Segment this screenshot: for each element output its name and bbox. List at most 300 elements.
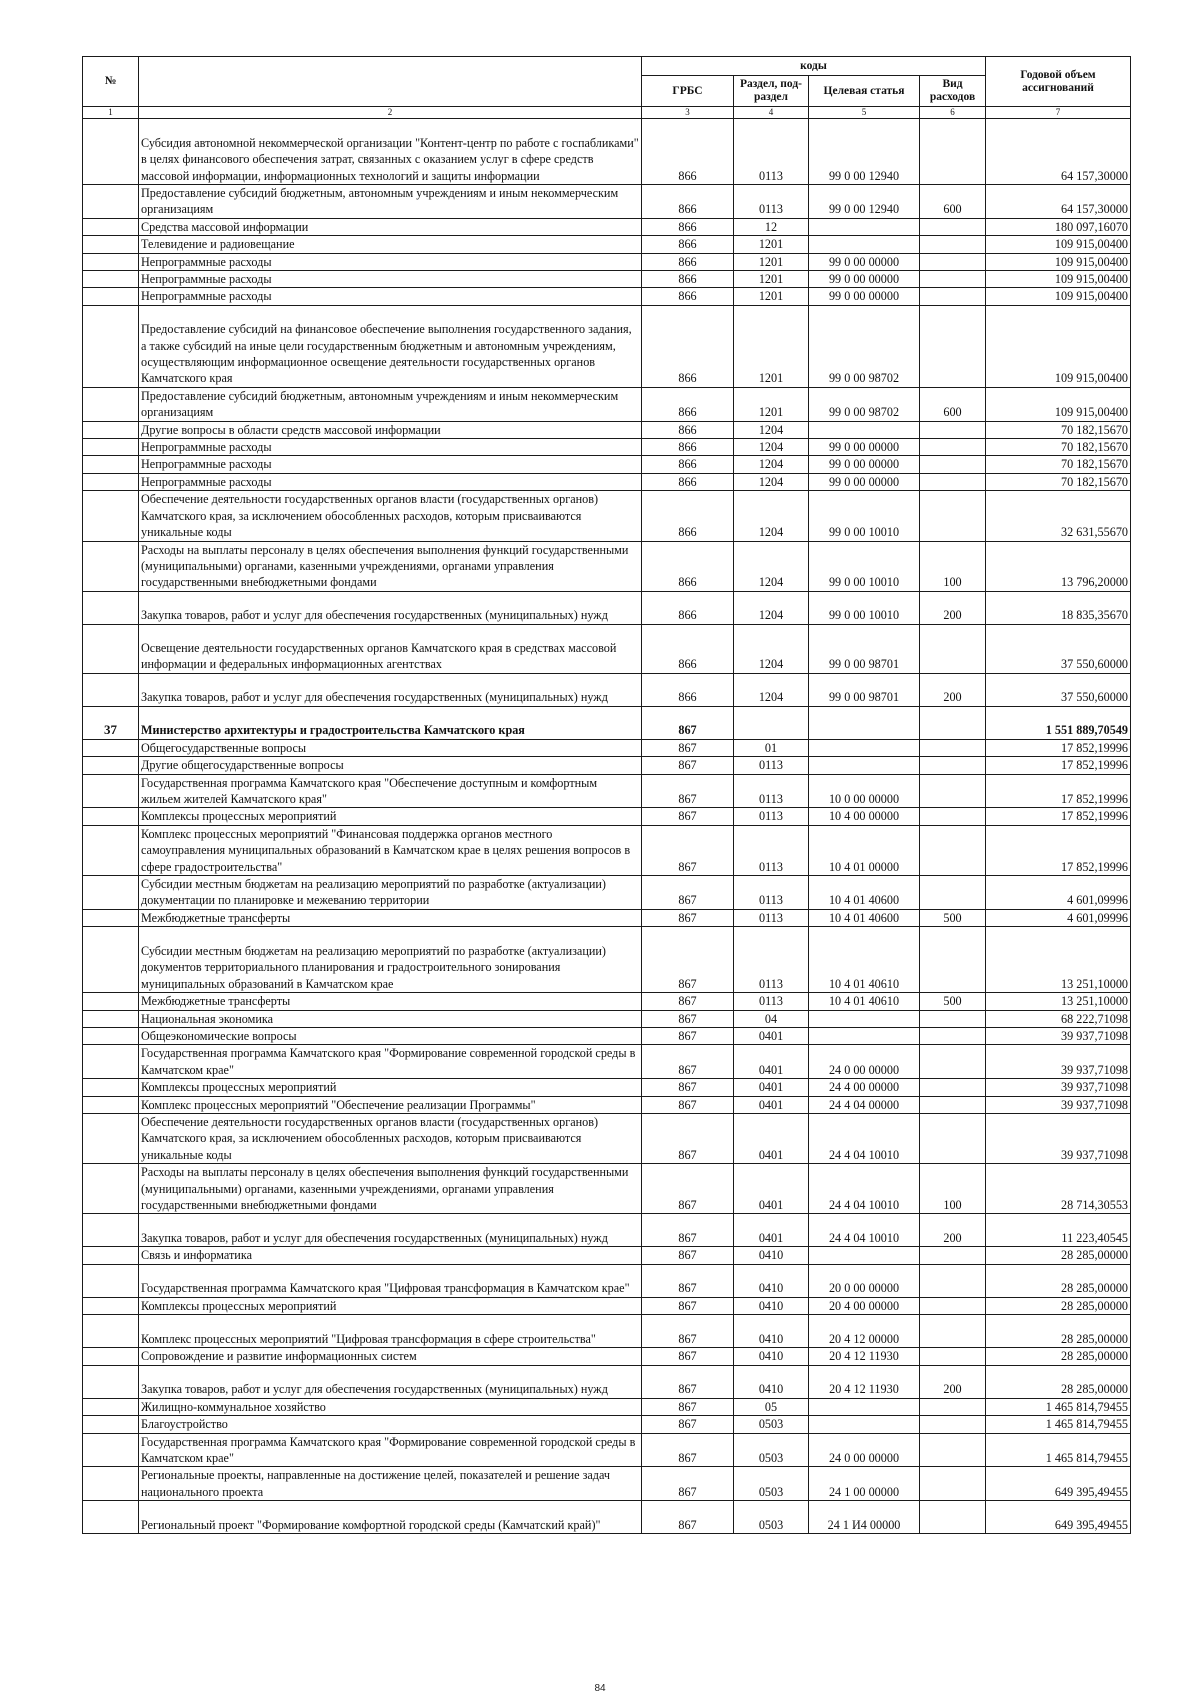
row-razdel: 1201 — [734, 288, 809, 305]
row-sum: 70 182,15670 — [986, 473, 1131, 490]
row-number — [83, 1045, 139, 1079]
row-vid: 500 — [920, 993, 986, 1010]
header-codes: коды — [642, 57, 986, 76]
row-vid — [920, 1433, 986, 1467]
row-name: Закупка товаров, работ и услуг для обеспечения государственных (муниципальных) нужд — [139, 1214, 642, 1247]
row-celevaya — [809, 218, 920, 235]
row-name: Средства массовой информации — [139, 218, 642, 235]
row-celevaya: 24 0 00 00000 — [809, 1045, 920, 1079]
row-vid — [920, 927, 986, 993]
row-grbs: 867 — [642, 1467, 734, 1501]
table-row — [83, 185, 1131, 219]
row-celevaya: 10 0 00 00000 — [809, 774, 920, 808]
row-name: Региональный проект "Формирование комфортной городской среды (Камчатский край)" — [139, 1501, 642, 1534]
row-number — [83, 1365, 139, 1398]
row-vid — [920, 739, 986, 756]
row-sum: 68 222,71098 — [986, 1010, 1131, 1027]
row-vid — [920, 1297, 986, 1314]
table-row — [83, 1045, 1131, 1079]
table-row — [83, 1247, 1131, 1264]
row-celevaya: 99 0 00 10010 — [809, 491, 920, 541]
row-grbs: 867 — [642, 1416, 734, 1433]
row-grbs: 866 — [642, 119, 734, 185]
row-razdel: 0410 — [734, 1365, 809, 1398]
row-razdel: 0113 — [734, 757, 809, 774]
row-vid — [920, 305, 986, 387]
row-grbs: 866 — [642, 439, 734, 456]
table-row — [83, 456, 1131, 473]
table-row — [83, 439, 1131, 456]
row-vid — [920, 808, 986, 825]
row-grbs: 867 — [642, 1315, 734, 1348]
row-grbs: 867 — [642, 1079, 734, 1096]
table-row — [83, 1501, 1131, 1534]
row-razdel: 1201 — [734, 387, 809, 421]
row-celevaya: 99 0 00 10010 — [809, 591, 920, 624]
row-sum: 39 937,71098 — [986, 1114, 1131, 1164]
header-no: № — [83, 57, 139, 107]
row-grbs: 866 — [642, 456, 734, 473]
table-row — [83, 927, 1131, 993]
row-grbs: 866 — [642, 591, 734, 624]
row-razdel: 1201 — [734, 271, 809, 288]
row-sum: 17 852,19996 — [986, 825, 1131, 875]
row-sum: 13 796,20000 — [986, 541, 1131, 591]
row-razdel: 0401 — [734, 1096, 809, 1113]
row-celevaya — [809, 1028, 920, 1045]
row-razdel: 0113 — [734, 119, 809, 185]
row-celevaya: 10 4 01 00000 — [809, 825, 920, 875]
table-row — [83, 1297, 1131, 1314]
row-celevaya: 99 0 00 98702 — [809, 305, 920, 387]
row-razdel: 0113 — [734, 825, 809, 875]
row-razdel: 1204 — [734, 491, 809, 541]
row-grbs: 867 — [642, 1348, 734, 1365]
row-grbs: 867 — [642, 1028, 734, 1045]
row-number — [83, 1079, 139, 1096]
row-number — [83, 875, 139, 909]
table-row — [83, 909, 1131, 926]
row-celevaya: 99 0 00 00000 — [809, 253, 920, 270]
row-number — [83, 993, 139, 1010]
row-vid — [920, 1264, 986, 1297]
row-name: Непрограммные расходы — [139, 439, 642, 456]
row-grbs: 866 — [642, 218, 734, 235]
row-grbs: 867 — [642, 927, 734, 993]
row-grbs: 867 — [642, 993, 734, 1010]
row-name: Закупка товаров, работ и услуг для обеспечения государственных (муниципальных) нужд — [139, 673, 642, 706]
row-grbs: 867 — [642, 1214, 734, 1247]
row-sum: 109 915,00400 — [986, 305, 1131, 387]
row-name: Комплексы процессных мероприятий — [139, 1079, 642, 1096]
row-celevaya — [809, 757, 920, 774]
row-number — [83, 1398, 139, 1415]
row-name: Сопровождение и развитие информационных систем — [139, 1348, 642, 1365]
row-celevaya: 24 4 00 00000 — [809, 1079, 920, 1096]
header-razdel: Раздел, под-раздел — [734, 76, 809, 107]
row-razdel: 0401 — [734, 1164, 809, 1214]
row-vid — [920, 1501, 986, 1534]
table-row — [83, 387, 1131, 421]
row-vid — [920, 1247, 986, 1264]
row-celevaya: 99 0 00 00000 — [809, 439, 920, 456]
row-name: Региональные проекты, направленные на достижение целей, показателей и решение задач национального проекта — [139, 1467, 642, 1501]
row-number — [83, 1433, 139, 1467]
table-row — [83, 1028, 1131, 1045]
row-name: Расходы на выплаты персоналу в целях обеспечения выполнения функций государственными (муниципальными) органами, казенными учреждениями, органами управления государственными внебюджетными фондами — [139, 1164, 642, 1214]
header-name — [139, 57, 642, 107]
row-vid — [920, 456, 986, 473]
row-vid: 100 — [920, 1164, 986, 1214]
row-sum: 28 285,00000 — [986, 1365, 1131, 1398]
row-name: Межбюджетные трансферты — [139, 993, 642, 1010]
row-name: Предоставление субсидий бюджетным, автономным учреждениям и иным некоммерческим организациям — [139, 185, 642, 219]
table-row — [83, 1365, 1131, 1398]
row-name: Благоустройство — [139, 1416, 642, 1433]
row-celevaya — [809, 1416, 920, 1433]
row-name: Комплекс процессных мероприятий "Обеспечение реализации Программы" — [139, 1096, 642, 1113]
row-celevaya: 99 0 00 98702 — [809, 387, 920, 421]
row-grbs: 867 — [642, 808, 734, 825]
row-grbs: 867 — [642, 1433, 734, 1467]
table-row — [83, 1398, 1131, 1415]
row-vid: 600 — [920, 185, 986, 219]
column-number: 4 — [734, 107, 809, 119]
row-sum: 13 251,10000 — [986, 927, 1131, 993]
row-celevaya: 99 0 00 00000 — [809, 271, 920, 288]
row-name: Жилищно-коммунальное хозяйство — [139, 1398, 642, 1415]
row-name: Связь и информатика — [139, 1247, 642, 1264]
row-celevaya: 10 4 01 40600 — [809, 875, 920, 909]
row-razdel: 1201 — [734, 305, 809, 387]
row-grbs: 867 — [642, 739, 734, 756]
table-row — [83, 591, 1131, 624]
row-celevaya: 99 0 00 00000 — [809, 456, 920, 473]
row-name: Государственная программа Камчатского края "Обеспечение доступным и комфортным жильем жителей Камчатского края" — [139, 774, 642, 808]
row-sum: 649 395,49455 — [986, 1467, 1131, 1501]
table-row — [83, 1164, 1131, 1214]
row-grbs: 867 — [642, 825, 734, 875]
row-grbs: 866 — [642, 421, 734, 438]
row-vid: 100 — [920, 541, 986, 591]
row-sum: 649 395,49455 — [986, 1501, 1131, 1534]
row-grbs: 866 — [642, 288, 734, 305]
row-name: Субсидия автономной некоммерческой организации "Контент-центр по работе с госпабликами" в целях финансового обеспечения затрат, связанных с оказанием услуг в сфере средств массовой информации, информационных технологий и защиты информации — [139, 119, 642, 185]
row-name: Государственная программа Камчатского края "Формирование современной городской среды в Камчатском крае" — [139, 1045, 642, 1079]
row-grbs: 866 — [642, 236, 734, 253]
row-celevaya: 24 4 04 10010 — [809, 1114, 920, 1164]
row-vid — [920, 439, 986, 456]
row-celevaya: 99 0 00 12940 — [809, 185, 920, 219]
row-razdel: 0113 — [734, 185, 809, 219]
table-row — [83, 706, 1131, 739]
row-vid — [920, 1398, 986, 1415]
row-celevaya: 20 4 12 00000 — [809, 1315, 920, 1348]
header-volume: Годовой объем ассигнований — [986, 57, 1131, 107]
row-grbs: 866 — [642, 473, 734, 490]
row-name: Непрограммные расходы — [139, 456, 642, 473]
table-row — [83, 1096, 1131, 1113]
table-row — [83, 1416, 1131, 1433]
row-number — [83, 1416, 139, 1433]
row-number — [83, 927, 139, 993]
row-sum: 109 915,00400 — [986, 236, 1131, 253]
row-sum: 28 285,00000 — [986, 1264, 1131, 1297]
row-sum: 1 465 814,79455 — [986, 1398, 1131, 1415]
row-name: Комплекс процессных мероприятий "Цифровая трансформация в сфере строительства" — [139, 1315, 642, 1348]
row-sum: 13 251,10000 — [986, 993, 1131, 1010]
row-name: Предоставление субсидий на финансовое обеспечение выполнения государственного задания, а также субсидий на иные цели государственным бюджетным и автономным учреждениям, осуществляющим информационное освещение деятельности государственных органов Камчатского края — [139, 305, 642, 387]
row-sum: 39 937,71098 — [986, 1045, 1131, 1079]
row-grbs: 867 — [642, 1365, 734, 1398]
row-celevaya: 10 4 01 40610 — [809, 993, 920, 1010]
row-number — [83, 1096, 139, 1113]
row-celevaya: 20 4 12 11930 — [809, 1348, 920, 1365]
row-sum: 17 852,19996 — [986, 757, 1131, 774]
row-razdel: 05 — [734, 1398, 809, 1415]
row-grbs: 867 — [642, 1297, 734, 1314]
row-razdel — [734, 706, 809, 739]
row-vid — [920, 1028, 986, 1045]
table-row — [83, 288, 1131, 305]
row-vid — [920, 1010, 986, 1027]
row-number — [83, 1264, 139, 1297]
row-celevaya — [809, 1010, 920, 1027]
row-sum: 37 550,60000 — [986, 624, 1131, 673]
table-row — [83, 875, 1131, 909]
row-vid — [920, 706, 986, 739]
row-grbs: 866 — [642, 253, 734, 270]
row-razdel: 1204 — [734, 624, 809, 673]
row-vid — [920, 1096, 986, 1113]
row-sum: 28 285,00000 — [986, 1297, 1131, 1314]
row-number — [83, 757, 139, 774]
table-row — [83, 1214, 1131, 1247]
row-number — [83, 1315, 139, 1348]
row-celevaya: 10 4 00 00000 — [809, 808, 920, 825]
table-row — [83, 1264, 1131, 1297]
table-row — [83, 673, 1131, 706]
row-sum: 180 097,16070 — [986, 218, 1131, 235]
row-razdel: 0113 — [734, 993, 809, 1010]
table-row — [83, 774, 1131, 808]
budget-table — [82, 56, 1131, 1534]
row-grbs: 867 — [642, 1247, 734, 1264]
row-razdel: 0503 — [734, 1501, 809, 1534]
row-number — [83, 1214, 139, 1247]
row-celevaya: 24 1 И4 00000 — [809, 1501, 920, 1534]
row-grbs: 867 — [642, 1096, 734, 1113]
table-row — [83, 1114, 1131, 1164]
row-celevaya: 20 0 00 00000 — [809, 1264, 920, 1297]
row-vid — [920, 757, 986, 774]
row-razdel: 0113 — [734, 774, 809, 808]
row-name: Закупка товаров, работ и услуг для обеспечения государственных (муниципальных) нужд — [139, 1365, 642, 1398]
row-vid — [920, 473, 986, 490]
row-number — [83, 439, 139, 456]
row-sum: 109 915,00400 — [986, 271, 1131, 288]
row-number — [83, 624, 139, 673]
row-razdel: 0401 — [734, 1028, 809, 1045]
row-razdel: 1201 — [734, 253, 809, 270]
row-razdel: 1204 — [734, 591, 809, 624]
row-celevaya — [809, 739, 920, 756]
row-celevaya: 24 4 04 00000 — [809, 1096, 920, 1113]
row-vid: 500 — [920, 909, 986, 926]
row-number — [83, 774, 139, 808]
table-row — [83, 491, 1131, 541]
row-sum: 28 285,00000 — [986, 1315, 1131, 1348]
row-sum: 4 601,09996 — [986, 875, 1131, 909]
row-vid — [920, 1315, 986, 1348]
row-celevaya: 20 4 12 11930 — [809, 1365, 920, 1398]
row-razdel: 1204 — [734, 673, 809, 706]
row-razdel: 0410 — [734, 1297, 809, 1314]
row-name: Общегосударственные вопросы — [139, 739, 642, 756]
row-number — [83, 673, 139, 706]
row-celevaya: 99 0 00 10010 — [809, 541, 920, 591]
row-name: Государственная программа Камчатского края "Формирование современной городской среды в Камчатском крае" — [139, 1433, 642, 1467]
row-celevaya: 10 4 01 40610 — [809, 927, 920, 993]
row-vid — [920, 236, 986, 253]
row-sum: 1 551 889,70549 — [986, 706, 1131, 739]
row-sum: 17 852,19996 — [986, 808, 1131, 825]
row-sum: 17 852,19996 — [986, 774, 1131, 808]
row-razdel: 0401 — [734, 1045, 809, 1079]
row-name: Другие общегосударственные вопросы — [139, 757, 642, 774]
row-vid — [920, 218, 986, 235]
row-sum: 11 223,40545 — [986, 1214, 1131, 1247]
row-sum: 28 285,00000 — [986, 1247, 1131, 1264]
row-vid: 200 — [920, 673, 986, 706]
row-number — [83, 1010, 139, 1027]
row-number — [83, 591, 139, 624]
row-number — [83, 909, 139, 926]
row-number — [83, 305, 139, 387]
row-grbs: 866 — [642, 673, 734, 706]
row-celevaya: 24 1 00 00000 — [809, 1467, 920, 1501]
column-number: 3 — [642, 107, 734, 119]
row-sum: 70 182,15670 — [986, 439, 1131, 456]
row-vid — [920, 1045, 986, 1079]
column-number: 7 — [986, 107, 1131, 119]
row-razdel: 0401 — [734, 1214, 809, 1247]
row-grbs: 867 — [642, 909, 734, 926]
row-name: Предоставление субсидий бюджетным, автономным учреждениям и иным некоммерческим организациям — [139, 387, 642, 421]
row-celevaya — [809, 1398, 920, 1415]
row-vid — [920, 421, 986, 438]
row-razdel: 01 — [734, 739, 809, 756]
table-row — [83, 541, 1131, 591]
page-number: 84 — [594, 1683, 606, 1694]
row-grbs: 866 — [642, 541, 734, 591]
row-celevaya: 99 0 00 98701 — [809, 624, 920, 673]
row-celevaya — [809, 706, 920, 739]
table-row — [83, 1010, 1131, 1027]
row-celevaya: 99 0 00 98701 — [809, 673, 920, 706]
row-vid — [920, 253, 986, 270]
row-sum: 4 601,09996 — [986, 909, 1131, 926]
row-sum: 64 157,30000 — [986, 119, 1131, 185]
row-vid — [920, 1348, 986, 1365]
row-sum: 18 835,35670 — [986, 591, 1131, 624]
row-name: Межбюджетные трансферты — [139, 909, 642, 926]
row-grbs: 867 — [642, 757, 734, 774]
row-razdel: 12 — [734, 218, 809, 235]
header-vid: Вид расходов — [920, 76, 986, 107]
row-celevaya — [809, 236, 920, 253]
row-grbs: 867 — [642, 1501, 734, 1534]
row-sum: 109 915,00400 — [986, 288, 1131, 305]
row-celevaya: 99 0 00 00000 — [809, 473, 920, 490]
table-row — [83, 421, 1131, 438]
row-vid — [920, 1114, 986, 1164]
row-celevaya: 24 0 00 00000 — [809, 1433, 920, 1467]
table-body — [83, 119, 1131, 1534]
row-sum: 32 631,55670 — [986, 491, 1131, 541]
row-grbs: 866 — [642, 185, 734, 219]
row-sum: 1 465 814,79455 — [986, 1416, 1131, 1433]
row-razdel: 0113 — [734, 808, 809, 825]
row-grbs: 867 — [642, 706, 734, 739]
row-number — [83, 808, 139, 825]
row-sum: 17 852,19996 — [986, 739, 1131, 756]
row-name: Субсидии местным бюджетам на реализацию мероприятий по разработке (актуализации) документов территориального планирования и градостроительного зонирования муниципальных образований в Камчатском крае — [139, 927, 642, 993]
row-razdel: 0503 — [734, 1467, 809, 1501]
row-name: Непрограммные расходы — [139, 271, 642, 288]
row-number — [83, 421, 139, 438]
row-number — [83, 1348, 139, 1365]
row-razdel: 1201 — [734, 236, 809, 253]
row-name: Субсидии местным бюджетам на реализацию мероприятий по разработке (актуализации) документации по планировке и межеванию территории — [139, 875, 642, 909]
row-vid — [920, 1079, 986, 1096]
row-number — [83, 119, 139, 185]
row-number — [83, 387, 139, 421]
row-grbs: 867 — [642, 1164, 734, 1214]
row-name: Освещение деятельности государственных органов Камчатского края в средствах массовой информации и федеральных информационных агентствах — [139, 624, 642, 673]
table-row — [83, 1433, 1131, 1467]
row-sum: 28 285,00000 — [986, 1348, 1131, 1365]
row-number — [83, 1028, 139, 1045]
row-grbs: 866 — [642, 387, 734, 421]
row-grbs: 867 — [642, 875, 734, 909]
row-name: Другие вопросы в области средств массовой информации — [139, 421, 642, 438]
row-razdel: 0503 — [734, 1433, 809, 1467]
table-row — [83, 1348, 1131, 1365]
row-name: Закупка товаров, работ и услуг для обеспечения государственных (муниципальных) нужд — [139, 591, 642, 624]
row-vid — [920, 1416, 986, 1433]
row-grbs: 867 — [642, 1114, 734, 1164]
row-celevaya: 20 4 00 00000 — [809, 1297, 920, 1314]
table-row — [83, 305, 1131, 387]
row-celevaya: 24 4 04 10010 — [809, 1214, 920, 1247]
row-sum: 109 915,00400 — [986, 253, 1131, 270]
row-celevaya — [809, 1247, 920, 1264]
row-number — [83, 218, 139, 235]
row-razdel: 0113 — [734, 909, 809, 926]
row-razdel: 0410 — [734, 1348, 809, 1365]
row-grbs: 867 — [642, 774, 734, 808]
row-razdel: 0410 — [734, 1247, 809, 1264]
row-razdel: 0113 — [734, 927, 809, 993]
row-celevaya: 99 0 00 12940 — [809, 119, 920, 185]
row-razdel: 0410 — [734, 1315, 809, 1348]
row-number — [83, 1467, 139, 1501]
row-razdel: 1204 — [734, 421, 809, 438]
row-number — [83, 491, 139, 541]
column-number: 2 — [139, 107, 642, 119]
row-number — [83, 473, 139, 490]
